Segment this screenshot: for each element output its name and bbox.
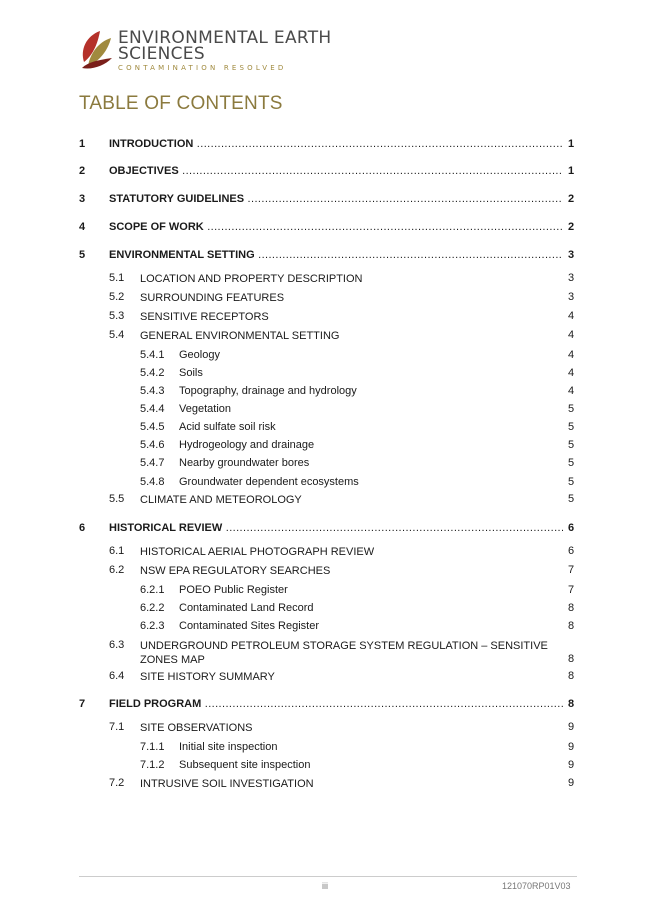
logo-line-2: SCIENCES <box>118 44 205 64</box>
toc-entry-page: 9 <box>568 759 575 771</box>
toc-entry-title: CLIMATE AND METEOROLOGY <box>140 494 302 506</box>
toc-entry-title: FIELD PROGRAM ..... <box>109 698 563 710</box>
toc-entry-page: 9 <box>568 741 575 753</box>
toc-entry-page: 7 <box>568 564 575 576</box>
logo-tagline: CONTAMINATION RESOLVED <box>118 64 287 72</box>
toc-entry-number: 7.1.1 <box>140 741 165 753</box>
toc-entry-number: 1 <box>79 138 86 150</box>
logo-line-1: ENVIRONMENTAL EARTH <box>118 28 332 48</box>
toc-entry-title: Groundwater dependent ecosystems <box>179 476 359 488</box>
toc-entry-number: 7.2 <box>109 777 125 789</box>
toc-entry-number: 6.1 <box>109 545 125 557</box>
toc-entry-title: SCOPE OF WORK ..... <box>109 221 563 233</box>
company-logo <box>78 28 338 74</box>
toc-entry-title: OBJECTIVES ..... <box>109 165 563 177</box>
toc-entry-title: Vegetation <box>179 403 231 415</box>
toc-entry-page: 5 <box>568 493 575 505</box>
footer-page-number: iii <box>322 881 328 891</box>
toc-entry-number: 6.4 <box>109 670 125 682</box>
toc-entry-number: 6 <box>79 522 86 534</box>
footer-divider <box>79 876 577 877</box>
toc-entry-title: Geology <box>179 349 220 361</box>
toc-entry-number: 5.4.8 <box>140 476 165 488</box>
toc-entry-page: 4 <box>568 329 575 341</box>
toc-entry-title: SURROUNDING FEATURES <box>140 292 285 304</box>
toc-entry-title: HISTORICAL REVIEW ..... <box>109 522 563 534</box>
toc-entry-title: SENSITIVE RECEPTORS <box>140 311 269 323</box>
toc-entry-title: Subsequent site inspection <box>179 759 311 771</box>
toc-entry-title: INTRODUCTION ..... <box>109 138 563 150</box>
toc-entry-number: 5.4.5 <box>140 421 165 433</box>
toc-entry-page: 4 <box>568 310 575 322</box>
toc-entry-number: 5.4.6 <box>140 439 165 451</box>
toc-entry-title: Nearby groundwater bores <box>179 457 310 469</box>
toc-entry-number: 3 <box>79 193 86 205</box>
toc-entry-number: 2 <box>79 165 86 177</box>
toc-entry-number: 5.4.7 <box>140 457 165 469</box>
toc-entry-number: 6.3 <box>109 639 125 651</box>
toc-entry-number: 5.5 <box>109 493 125 505</box>
toc-entry-number: 5.4.2 <box>140 367 165 379</box>
toc-entry-title: SITE OBSERVATIONS <box>140 722 253 734</box>
toc-entry-number: 5.2 <box>109 291 125 303</box>
toc-entry-page: 5 <box>568 476 575 488</box>
toc-entry-page: 4 <box>568 367 575 379</box>
toc-entry-title: Topography, drainage and hydrology <box>179 385 357 397</box>
toc-entry-number: 6.2.2 <box>140 602 165 614</box>
toc-entry-page: 2 <box>568 221 575 233</box>
toc-entry-page: 8 <box>568 670 575 682</box>
toc-entry-number: 7 <box>79 698 86 710</box>
toc-entry-page: 8 <box>568 602 575 614</box>
toc-entry-page: 5 <box>568 457 575 469</box>
toc-entry-page: 4 <box>568 349 575 361</box>
toc-entry-page: 4 <box>568 385 575 397</box>
toc-entry-page: 8 <box>568 698 575 710</box>
toc-entry-number: 5.4.4 <box>140 403 165 415</box>
toc-entry-page: 9 <box>568 777 575 789</box>
toc-entry-number: 5.4.1 <box>140 349 165 361</box>
toc-entry-number: 4 <box>79 221 86 233</box>
leaf-logo-icon <box>78 28 114 70</box>
toc-entry-number: 6.2.3 <box>140 620 165 632</box>
footer-document-reference: 121070RP01V03 <box>502 881 571 891</box>
toc-entry-page: 2 <box>568 193 575 205</box>
toc-entry-title: Initial site inspection <box>179 741 278 753</box>
toc-entry-number: 5.4.3 <box>140 385 165 397</box>
toc-entry-page: 5 <box>568 421 575 433</box>
page-title: TABLE OF CONTENTS <box>79 93 283 114</box>
toc-entry-title: ENVIRONMENTAL SETTING ..... <box>109 249 563 261</box>
toc-entry-page: 3 <box>568 291 575 303</box>
toc-entry-page: 9 <box>568 721 575 733</box>
toc-entry-title: POEO Public Register <box>179 584 288 596</box>
toc-entry-title: UNDERGROUND PETROLEUM STORAGE SYSTEM REGULATION – SENSITIVE ZONES MAP <box>140 640 548 666</box>
toc-entry-number: 5 <box>79 249 86 261</box>
toc-entry-title: Contaminated Sites Register <box>179 620 320 632</box>
toc-entry-page: 3 <box>568 249 575 261</box>
toc-entry-number: 5.4 <box>109 329 125 341</box>
toc-entry-page: 3 <box>568 272 575 284</box>
toc-entry-number: 7.1.2 <box>140 759 165 771</box>
toc-entry-page: 1 <box>568 165 575 177</box>
toc-entry-title: SITE HISTORY SUMMARY <box>140 671 275 683</box>
toc-entry-title: Contaminated Land Record <box>179 602 314 614</box>
toc-entry-number: 6.2 <box>109 564 125 576</box>
toc-entry-page: 7 <box>568 584 575 596</box>
toc-entry-page: 5 <box>568 403 575 415</box>
toc-entry-page: 1 <box>568 138 575 150</box>
toc-entry-title: HISTORICAL AERIAL PHOTOGRAPH REVIEW <box>140 546 375 558</box>
toc-entry-number: 7.1 <box>109 721 125 733</box>
toc-entry-page: 8 <box>568 620 575 632</box>
toc-entry-page: 8 <box>568 653 575 665</box>
toc-entry-title: STATUTORY GUIDELINES ..... <box>109 193 563 205</box>
toc-entry-number: 6.2.1 <box>140 584 165 596</box>
toc-entry-page: 5 <box>568 439 575 451</box>
toc-entry-page: 6 <box>568 522 575 534</box>
toc-entry-number: 5.3 <box>109 310 125 322</box>
toc-entry-title: Soils <box>179 367 203 379</box>
toc-entry-title: Hydrogeology and drainage <box>179 439 315 451</box>
toc-entry-title: LOCATION AND PROPERTY DESCRIPTION <box>140 273 363 285</box>
toc-entry-title: INTRUSIVE SOIL INVESTIGATION <box>140 778 314 790</box>
toc-entry-number: 5.1 <box>109 272 125 284</box>
toc-entry-title: Acid sulfate soil risk <box>179 421 276 433</box>
toc-entry-title: NSW EPA REGULATORY SEARCHES <box>140 565 331 577</box>
toc-entry-page: 6 <box>568 545 575 557</box>
toc-entry-title: GENERAL ENVIRONMENTAL SETTING <box>140 330 340 342</box>
